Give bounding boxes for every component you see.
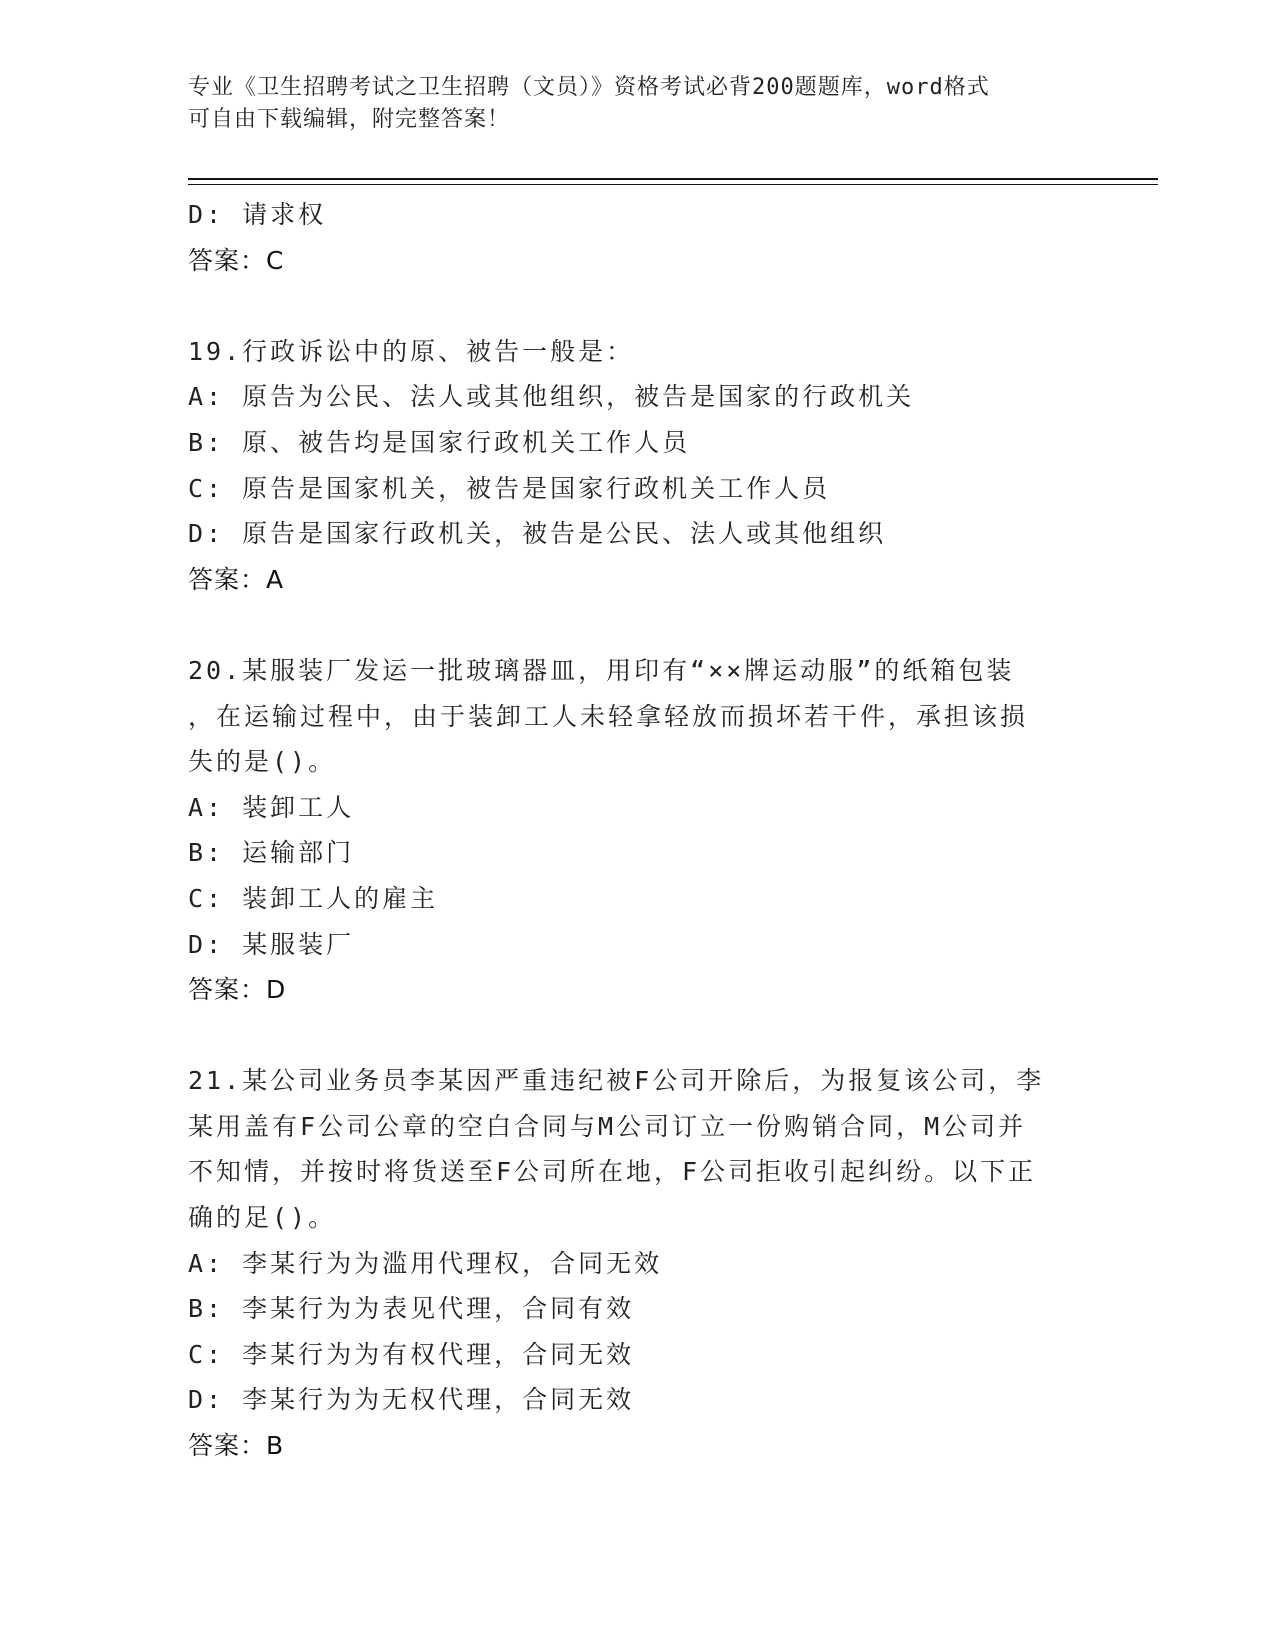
option-b: B: 运输部门 [188, 838, 355, 868]
question-stem: 某用盖有F公司公章的空白合同与M公司订立一份购销合同，M公司并 [188, 1111, 1027, 1141]
answer: 答案：A [188, 564, 285, 594]
option-c: C: 李某行为为有权代理，合同无效 [188, 1339, 635, 1369]
answer: 答案：B [188, 1431, 285, 1461]
question-stem: 失的是()。 [188, 747, 337, 777]
option-d: D: 某服装厂 [188, 929, 355, 959]
option-d: D: 李某行为为无权代理，合同无效 [188, 1385, 635, 1415]
question-20 [188, 648, 1088, 1013]
option-c: C: 装卸工人的雇主 [188, 883, 439, 913]
document-header [188, 72, 1068, 136]
question-content [188, 192, 1088, 1469]
header-line-2: 可自由下载编辑，附完整答案！ [188, 107, 511, 132]
header-divider-thin [188, 184, 1158, 185]
option-b: B: 李某行为为表见代理，合同有效 [188, 1294, 635, 1324]
option-c: C: 原告是国家机关，被告是国家行政机关工作人员 [188, 473, 831, 503]
option-b: B: 原、被告均是国家行政机关工作人员 [188, 427, 691, 457]
question-19 [188, 329, 1088, 603]
question-stem: 确的足()。 [188, 1203, 337, 1233]
prev-answer: 答案：C [188, 245, 285, 275]
prev-option-d: D: 请求权 [188, 200, 327, 229]
question-stem: 21.某公司业务员李某因严重违纪被F公司开除后，为报复该公司，李 [188, 1066, 1045, 1096]
option-a: A: 原告为公民、法人或其他组织，被告是国家的行政机关 [188, 382, 915, 412]
question-stem: 20.某服装厂发运一批玻璃器皿，用印有“××牌运动服”的纸箱包装 [188, 655, 1015, 685]
option-d: D: 原告是国家行政机关，被告是公民、法人或其他组织 [188, 519, 887, 549]
option-a: A: 李某行为为滥用代理权，合同无效 [188, 1248, 663, 1278]
question-stem: ，在运输过程中，由于装卸工人未轻拿轻放而损坏若干件，承担该损 [188, 701, 1029, 731]
option-a: A: 装卸工人 [188, 792, 355, 822]
question-stem: 不知情，并按时将货送至F公司所在地，F公司拒收引起纠纷。以下正 [188, 1157, 1037, 1187]
header-line-1: 专业《卫生招聘考试之卫生招聘（文员）》资格考试必背200题题库，word格式 [188, 75, 990, 100]
question-21 [188, 1058, 1088, 1468]
header-divider-thick [188, 178, 1158, 180]
question-stem: 19.行政诉讼中的原、被告一般是： [188, 336, 635, 366]
answer: 答案：D [188, 975, 287, 1005]
